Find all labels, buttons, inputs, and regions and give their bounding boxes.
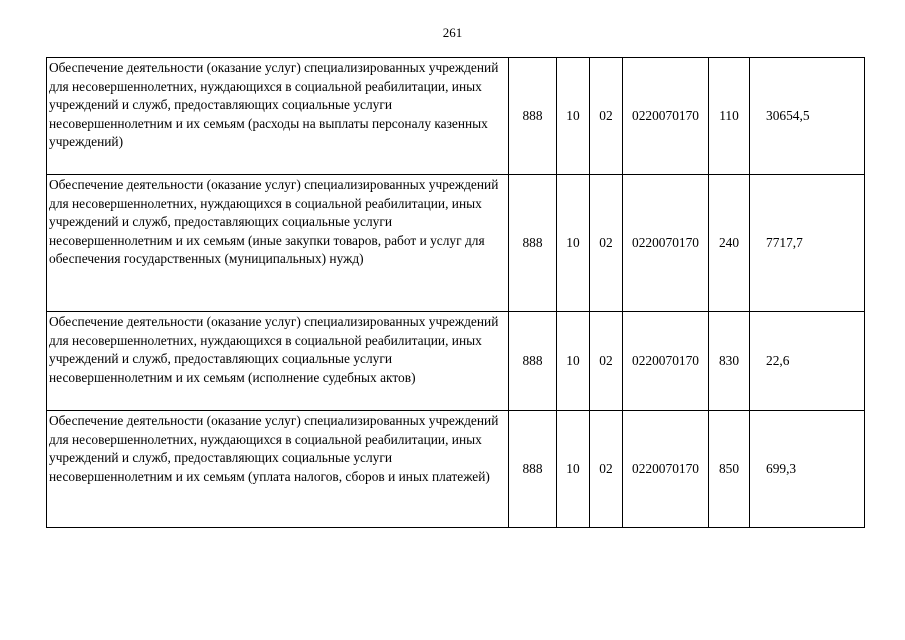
row-department-code: 888 — [509, 312, 557, 411]
row-subsection-code: 02 — [590, 312, 623, 411]
row-expense-type-code: 850 — [709, 411, 750, 528]
page-number: 261 — [442, 25, 463, 40]
row-department-code: 888 — [509, 175, 557, 312]
row-target-article-code: 0220070170 — [623, 312, 709, 411]
row-department-code: 888 — [509, 58, 557, 175]
row-target-article-code: 0220070170 — [623, 411, 709, 528]
row-amount: 7717,7 — [750, 175, 865, 312]
budget-table — [46, 57, 865, 528]
row-description: Обеспечение деятельности (оказание услуг) специализированных учреждений для несовершеннолетних, нуждающихся в социальной реабилитации, иных учреждений и служб, предоставляющих социальные услуги несовершеннолетним и их семьям (уплата налогов, сборов и иных платежей) — [47, 411, 509, 528]
row-subsection-code: 02 — [590, 411, 623, 528]
row-section-code: 10 — [557, 411, 590, 528]
table-row — [47, 175, 865, 312]
row-amount: 22,6 — [750, 312, 865, 411]
row-description: Обеспечение деятельности (оказание услуг) специализированных учреждений для несовершеннолетних, нуждающихся в социальной реабилитации, иных учреждений и служб, предоставляющих социальные услуги несовершеннолетним и их семьям (расходы на выплаты персоналу казенных учреждений) — [47, 58, 509, 175]
row-section-code: 10 — [557, 312, 590, 411]
row-department-code: 888 — [509, 411, 557, 528]
row-description: Обеспечение деятельности (оказание услуг) специализированных учреждений для несовершеннолетних, нуждающихся в социальной реабилитации, иных учреждений и служб, предоставляющих социальные услуги несовершеннолетним и их семьям (исполнение судебных актов) — [47, 312, 509, 411]
row-target-article-code: 0220070170 — [623, 58, 709, 175]
table-row — [47, 411, 865, 528]
table-row — [47, 58, 865, 175]
table-row — [47, 312, 865, 411]
row-target-article-code: 0220070170 — [623, 175, 709, 312]
row-section-code: 10 — [557, 58, 590, 175]
row-section-code: 10 — [557, 175, 590, 312]
row-description: Обеспечение деятельности (оказание услуг) специализированных учреждений для несовершеннолетних, нуждающихся в социальной реабилитации, иных учреждений и служб, предоставляющих социальные услуги несовершеннолетним и их семьям (иные закупки товаров, работ и услуг для обеспечения государственных (муниципальных) нужд) — [47, 175, 509, 312]
row-expense-type-code: 830 — [709, 312, 750, 411]
row-amount: 699,3 — [750, 411, 865, 528]
row-subsection-code: 02 — [590, 58, 623, 175]
row-amount: 30654,5 — [750, 58, 865, 175]
row-expense-type-code: 110 — [709, 58, 750, 175]
row-expense-type-code: 240 — [709, 175, 750, 312]
row-subsection-code: 02 — [590, 175, 623, 312]
